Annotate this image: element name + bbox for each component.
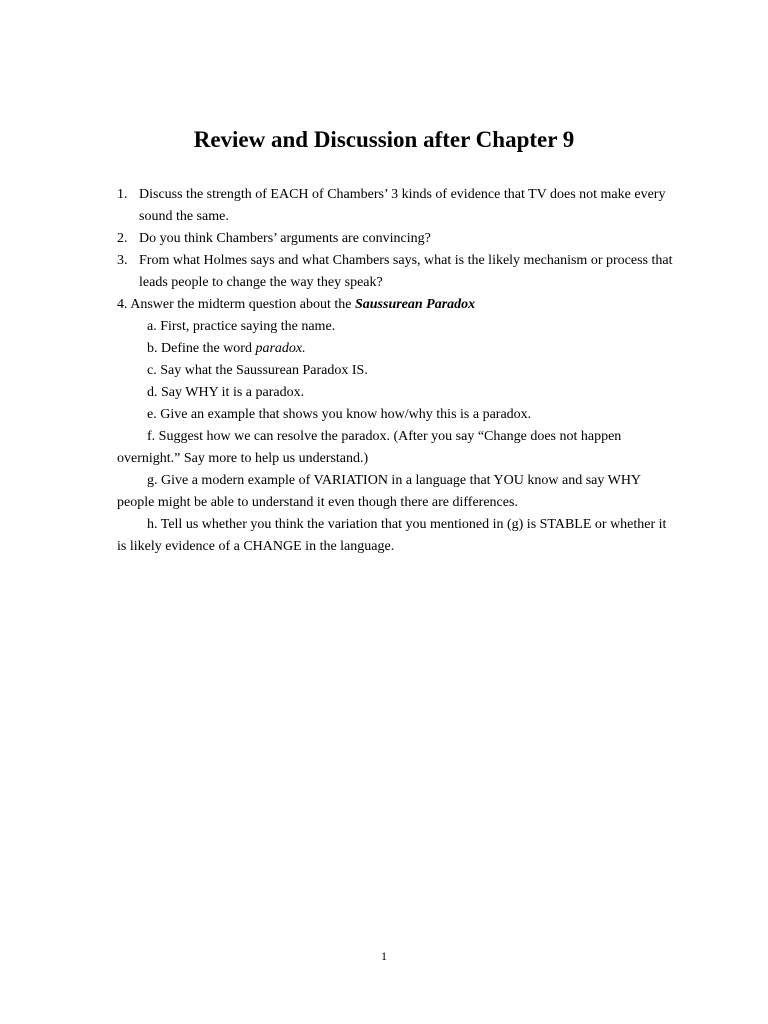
- question-number: 3.: [117, 253, 128, 268]
- subitem-g: g. Give a modern example of VARIATION in a language that YOU know and say WHY people might be able to understand it even though there are differences.: [117, 473, 641, 510]
- subitem-d: d. Say WHY it is a paradox.: [147, 385, 305, 400]
- question-text: Do you think Chambers’ arguments are convincing?: [139, 231, 431, 246]
- question-item-1: [117, 184, 677, 228]
- question-number: 2.: [117, 231, 128, 246]
- subitem-c: c. Say what the Saussurean Paradox IS.: [147, 363, 368, 378]
- subitem-a: a. First, practice saying the name.: [147, 319, 336, 334]
- question-item-4: [117, 294, 677, 316]
- saussurean-paradox-emphasis: Saussurean Paradox: [354, 297, 476, 312]
- page-number: 1: [381, 949, 387, 963]
- question-item-3: [117, 250, 677, 294]
- subitem-h: h. Tell us whether you think the variation that you mentioned in (g) is STABLE or whether it is likely evidence of a CHANGE in the language.: [117, 517, 667, 554]
- question-number: 1.: [117, 187, 128, 202]
- page-title: Review and Discussion after Chapter 9: [193, 127, 575, 152]
- question-text: Discuss the strength of EACH of Chambers’ 3 kinds of evidence that TV does not make every sound the same.: [139, 187, 666, 224]
- question-text: From what Holmes says and what Chambers says, what is the likely mechanism or process that leads people to change the way they speak?: [139, 253, 673, 290]
- question-item-2: [117, 228, 677, 250]
- subitem-e: e. Give an example that shows you know how/why this is a paradox.: [147, 407, 532, 422]
- question-4-prefix: 4. Answer the midterm question about the: [117, 297, 355, 312]
- subitem-b-prefix: b. Define the word: [147, 341, 256, 356]
- subitem-f: f. Suggest how we can resolve the paradox. (After you say “Change does not happen overnight.” Say more to help us understand.): [117, 429, 622, 466]
- paradox-emphasis: paradox.: [255, 341, 306, 356]
- question-list: [117, 184, 677, 558]
- subitem-b: [117, 338, 677, 360]
